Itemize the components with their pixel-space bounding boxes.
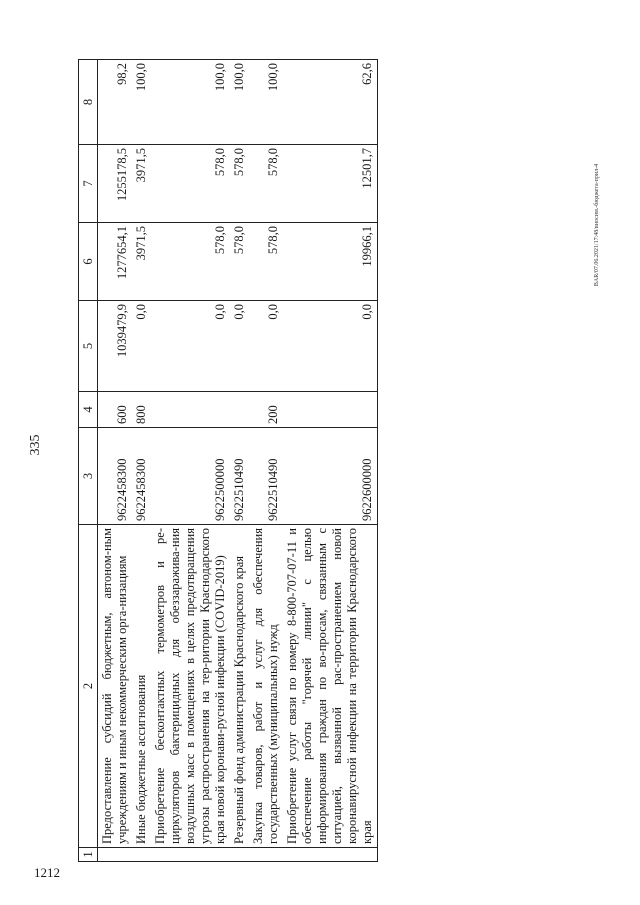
cell-type: 800 — [132, 392, 151, 428]
cell-description: Приобретение услуг связи по номеру 8-800-707-07-11 и обеспечение работы "горячей линии" с целью информирования граждан по во-просам, связанным с ситуацией, вызванной рас-пространением новой коронавирусной инфекции на территории Краснодарского края — [283, 525, 378, 848]
column-number-row — [79, 60, 98, 862]
cell-description: Предоставление субсидий бюджетным, автоном-ным учреждениям и иным некоммерческим орга-низациям — [98, 525, 133, 848]
col-header-4: 4 — [79, 392, 98, 428]
cell-percent: 98,2 — [98, 60, 133, 145]
cell-index — [132, 848, 151, 862]
cell-value-5: 1039479,9 — [98, 301, 133, 392]
cell-index — [151, 848, 230, 862]
cell-code: 9622458300 — [132, 428, 151, 525]
cell-description: Иные бюджетные ассигнования — [132, 525, 151, 848]
col-header-7: 7 — [79, 145, 98, 223]
cell-value-6: 3971,5 — [132, 223, 151, 301]
col-header-5: 5 — [79, 301, 98, 392]
table-row — [132, 60, 151, 862]
cell-code: 9622600000 — [283, 428, 378, 525]
cell-value-7: 578,0 — [230, 145, 249, 223]
cell-type — [151, 392, 230, 428]
col-header-3: 3 — [79, 428, 98, 525]
cell-index — [249, 848, 283, 862]
cell-value-7: 1255178,5 — [98, 145, 133, 223]
cell-value-7: 3971,5 — [132, 145, 151, 223]
cell-value-5: 0,0 — [249, 301, 283, 392]
cell-value-5: 0,0 — [283, 301, 378, 392]
cell-description: Резервный фонд администрации Краснодарского края — [230, 525, 249, 848]
cell-type — [230, 392, 249, 428]
cell-code: 9622458300 — [98, 428, 133, 525]
cell-type: 200 — [249, 392, 283, 428]
rotated-table-block — [78, 60, 598, 862]
cell-value-6: 578,0 — [230, 223, 249, 301]
cell-value-7: 12501,7 — [283, 145, 378, 223]
cell-value-5: 0,0 — [132, 301, 151, 392]
page-number: 335 — [28, 434, 43, 456]
cell-index — [230, 848, 249, 862]
cell-percent: 100,0 — [151, 60, 230, 145]
cell-percent: 100,0 — [249, 60, 283, 145]
cell-type: 600 — [98, 392, 133, 428]
cell-type — [283, 392, 378, 428]
cell-value-6: 1277654,1 — [98, 223, 133, 301]
table-row — [98, 60, 133, 862]
cell-description: Закупка товаров, работ и услуг для обеспечения государственных (муниципальных) нужд — [249, 525, 283, 848]
cell-code: 9622510490 — [249, 428, 283, 525]
cell-index — [98, 848, 133, 862]
col-header-2: 2 — [79, 525, 98, 848]
document-stamp: BAR/07.06.2021/17:48/вносим.-бюджета-прил-4 — [594, 163, 600, 287]
col-header-1: 1 — [79, 848, 98, 862]
cell-value-6: 578,0 — [151, 223, 230, 301]
table-row — [283, 60, 378, 862]
cell-value-6: 19966,1 — [283, 223, 378, 301]
cell-value-6: 578,0 — [249, 223, 283, 301]
table-row — [249, 60, 283, 862]
cell-value-5: 0,0 — [151, 301, 230, 392]
cell-code: 9622510490 — [230, 428, 249, 525]
cell-value-7: 578,0 — [151, 145, 230, 223]
budget-table — [78, 59, 378, 862]
cell-description: Приобретение бесконтактных термометров и ре-циркуляторов бактерицидных для обеззаражива-ния воздушных масс в помещениях в целях предотвращения угрозы распространения на тер-ритории Краснодарского края новой коронави-русной инфекции (COVID-2019) — [151, 525, 230, 848]
table-row — [151, 60, 230, 862]
col-header-8: 8 — [79, 60, 98, 145]
cell-percent: 62,6 — [283, 60, 378, 145]
cell-index — [283, 848, 378, 862]
col-header-6: 6 — [79, 223, 98, 301]
footer-page-number: 1212 — [34, 865, 60, 880]
table-row — [230, 60, 249, 862]
cell-value-5: 0,0 — [230, 301, 249, 392]
cell-percent: 100,0 — [230, 60, 249, 145]
cell-code: 9622500000 — [151, 428, 230, 525]
cell-percent: 100,0 — [132, 60, 151, 145]
cell-value-7: 578,0 — [249, 145, 283, 223]
